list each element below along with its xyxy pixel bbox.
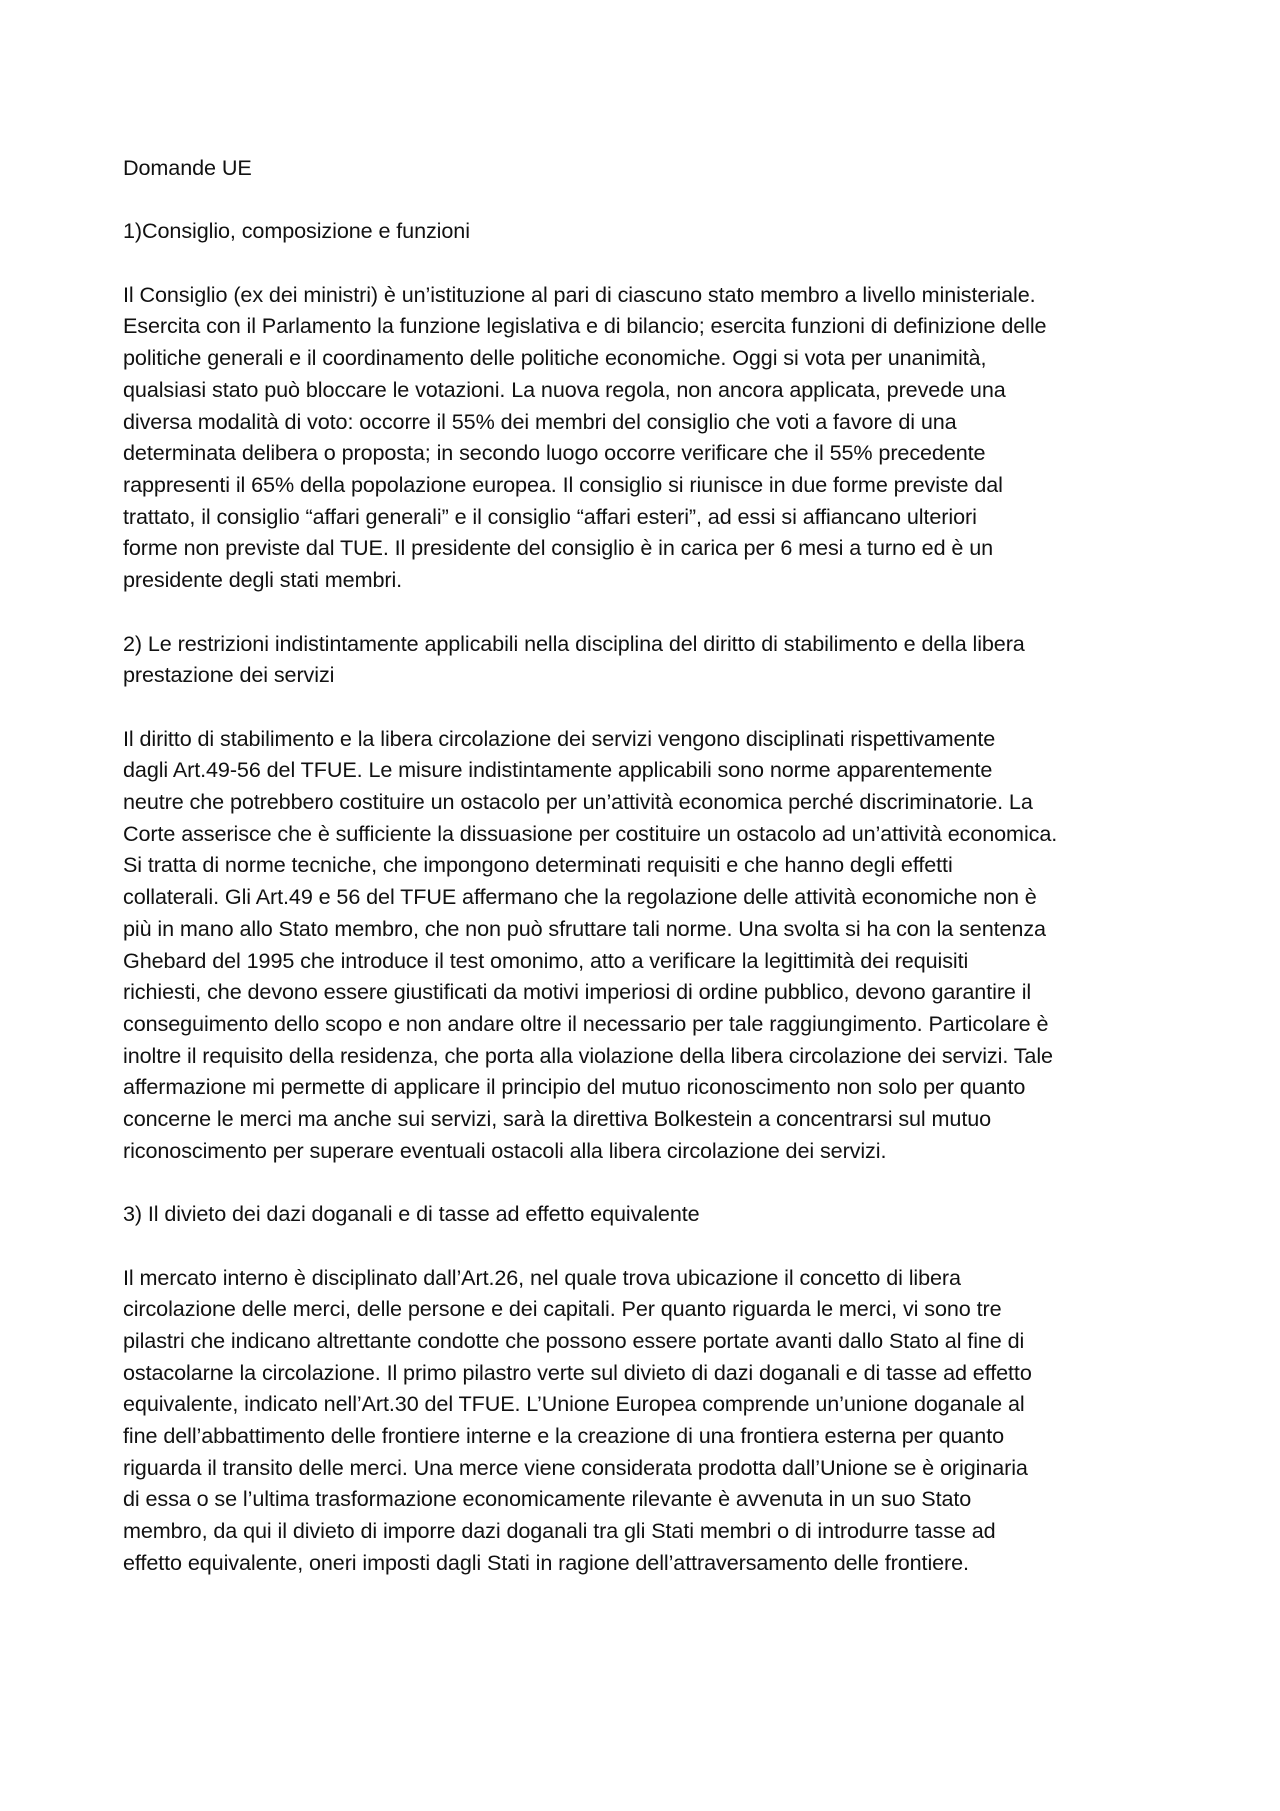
answer-line: Si tratta di norme tecniche, che impongono determinati requisiti e che hanno degli effetti <box>123 852 953 878</box>
answer-line: conseguimento dello scopo e non andare oltre il necessario per tale raggiungimento. Particolare è <box>123 1010 1049 1036</box>
answer-line: pilastri che indicano altrettante condotte che possono essere portate avanti dallo Stato al fine di <box>123 1327 1025 1353</box>
answer-line: circolazione delle merci, delle persone e dei capitali. Per quanto riguarda le merci, vi sono tre <box>123 1296 1002 1322</box>
answer-line: Esercita con il Parlamento la funzione legislativa e di bilancio; esercita funzioni di definizione delle <box>123 313 1047 339</box>
answer-line: trattato, il consiglio “affari generali” e il consiglio “affari esteri”, ad essi si affiancano ulteriori <box>123 503 977 529</box>
answer-line: affermazione mi permette di applicare il principio del mutuo riconoscimento non solo per quanto <box>123 1074 1026 1100</box>
answer-line: presidente degli stati membri. <box>123 567 403 593</box>
document-content <box>123 152 1173 1610</box>
heading-line: 2) Le restrizioni indistintamente applicabili nella disciplina del diritto di stabilimento e della libera <box>123 630 1025 656</box>
answer-line: più in mano allo Stato membro, che non può sfruttare tali norme. Una svolta si ha con la sentenza <box>123 915 1046 941</box>
answer-line: di essa o se l’ultima trasformazione economicamente rilevante è avvenuta in un suo Stato <box>123 1486 972 1512</box>
answer-line: Il diritto di stabilimento e la libera circolazione dei servizi vengono disciplinati rispettivamente <box>123 725 996 751</box>
answer-line: riguarda il transito delle merci. Una merce viene considerata prodotta dall’Unione se è originaria <box>123 1454 1028 1480</box>
answer-line: ostacolarne la circolazione. Il primo pilastro verte sul divieto di dazi doganali e di tasse ad effetto <box>123 1359 1032 1385</box>
question-3-answer <box>123 1262 1173 1579</box>
answer-line: fine dell’abbattimento delle frontiere interne e la creazione di una frontiera esterna per quanto <box>123 1423 1005 1449</box>
answer-line: neutre che potrebbero costituire un ostacolo per un’attività economica perché discriminatorie. La <box>123 789 1033 814</box>
answer-line: inoltre il requisito della residenza, che porta alla violazione della libera circolazione dei servizi. Tale <box>123 1042 1053 1068</box>
heading-line: prestazione dei servizi <box>123 662 335 688</box>
answer-line: Ghebard del 1995 che introduce il test omonimo, atto a verificare la legittimità dei requisiti <box>123 947 969 973</box>
answer-line: effetto equivalente, oneri imposti dagli Stati in ragione dell’attraversamento delle frontiere. <box>123 1549 969 1575</box>
answer-line: Corte asserisce che è sufficiente la dissuasione per costituire un ostacolo ad un’attività economica. <box>123 820 1058 846</box>
document-title: Domande UE <box>123 155 252 180</box>
answer-line: rappresenti il 65% della popolazione europea. Il consiglio si riunisce in due forme previste dal <box>123 472 1003 497</box>
answer-line: Il mercato interno è disciplinato dall’Art.26, nel quale trova ubicazione il concetto di libera <box>123 1264 961 1290</box>
answer-line: dagli Art.49-56 del TFUE. Le misure indistintamente applicabili sono norme apparentemente <box>123 757 993 783</box>
question-2-heading <box>123 628 1173 691</box>
question-3-heading: 3) Il divieto dei dazi doganali e di tasse ad effetto equivalente <box>123 1201 700 1227</box>
answer-line: equivalente, indicato nell’Art.30 del TFUE. L’Unione Europea comprende un’unione doganale al <box>123 1391 1025 1417</box>
answer-line: politiche generali e il coordinamento delle politiche economiche. Oggi si vota per unanimità, <box>123 345 987 371</box>
answer-line: membro, da qui il divieto di imporre dazi doganali tra gli Stati membri o di introdurre tasse ad <box>123 1518 996 1544</box>
answer-line: determinata delibera o proposta; in secondo luogo occorre verificare che il 55% precedente <box>123 440 986 466</box>
answer-line: collaterali. Gli Art.49 e 56 del TFUE affermano che la regolazione delle attività economiche non è <box>123 884 1037 910</box>
question-1-heading: 1)Consiglio, composizione e funzioni <box>123 218 470 244</box>
answer-line: diversa modalità di voto: occorre il 55% dei membri del consiglio che voti a favore di una <box>123 408 957 434</box>
question-1-answer <box>123 279 1173 596</box>
answer-line: concerne le merci ma anche sui servizi, sarà la direttiva Bolkestein a concentrarsi sul mutuo <box>123 1106 992 1132</box>
answer-line: richiesti, che devono essere giustificati da motivi imperiosi di ordine pubblico, devono garantire il <box>123 979 1032 1005</box>
question-2-answer <box>123 723 1173 1167</box>
answer-line: riconoscimento per superare eventuali ostacoli alla libera circolazione dei servizi. <box>123 1137 887 1163</box>
answer-line: Il Consiglio (ex dei ministri) è un’istituzione al pari di ciascuno stato membro a livello ministeriale. <box>123 281 1036 307</box>
answer-line: qualsiasi stato può bloccare le votazioni. La nuova regola, non ancora applicata, prevede una <box>123 376 1006 402</box>
answer-line: forme non previste dal TUE. Il presidente del consiglio è in carica per 6 mesi a turno ed è un <box>123 535 994 561</box>
